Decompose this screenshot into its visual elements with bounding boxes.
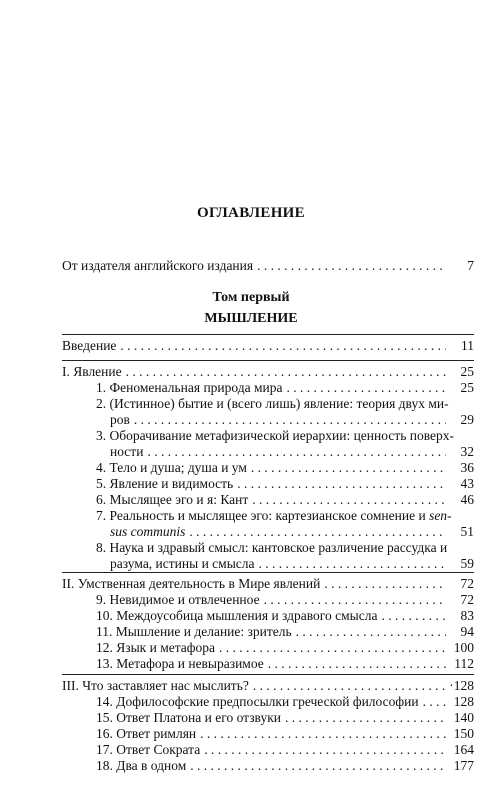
toc-entry-3[interactable]: [110, 444, 474, 459]
toc-entry-part1[interactable]: [62, 364, 474, 379]
leader-dots: [219, 640, 446, 655]
toc-entry-part3[interactable]: [62, 678, 474, 693]
entry-text: 16. Ответ римлян: [96, 726, 197, 741]
entry-text: разума, истины и смысла: [110, 556, 255, 571]
toc-entry-3-line1[interactable]: 3. Оборачивание метафизической иерархии: ценность поверх-: [96, 428, 455, 443]
leader-dots: [296, 624, 446, 639]
divider: [62, 572, 474, 573]
toc-entry-7-line1[interactable]: [96, 508, 452, 523]
entry-page: 7: [467, 258, 474, 273]
toc-entry-17[interactable]: [96, 742, 474, 757]
toc-entry-15[interactable]: [96, 710, 474, 725]
toc-entry-6[interactable]: [96, 492, 474, 507]
entry-text: 9. Невидимое и отвлеченное: [96, 592, 260, 607]
divider: [62, 360, 474, 361]
entry-page: 83: [460, 608, 474, 623]
toc-entry-2-line1[interactable]: 2. (Истинное) бытие и (всего лишь) явление: теория двух ми-: [96, 396, 449, 411]
toc-entry-1[interactable]: [96, 380, 474, 395]
entry-page: 128: [453, 694, 474, 709]
leader-dots: [285, 710, 446, 725]
entry-page: 32: [460, 444, 474, 459]
leader-dots: [264, 592, 446, 607]
entry-page: 51: [460, 524, 474, 539]
toc-entry-part2[interactable]: [62, 576, 474, 591]
entry-page: 46: [460, 492, 474, 507]
entry-page: 25: [460, 380, 474, 395]
leader-dots: [381, 608, 446, 623]
toc-entry-2[interactable]: [110, 412, 474, 427]
entry-text: 1. Феноменальная природа мира: [96, 380, 283, 395]
entry-page: 100: [453, 640, 474, 655]
leader-dots: [252, 492, 446, 507]
toc-entry-18[interactable]: [96, 758, 474, 773]
entry-page: 94: [460, 624, 474, 639]
entry-text: 14. Дофилософские предпосылки греческой философии: [96, 694, 419, 709]
toc-entry-16[interactable]: [96, 726, 474, 741]
leader-dots: [190, 758, 446, 773]
leader-dots: [253, 678, 445, 693]
entry-text: 5. Явление и видимость: [96, 476, 234, 491]
leader-dots: [147, 444, 446, 459]
toc-entry-4[interactable]: [96, 460, 474, 475]
entry-page: 43: [460, 476, 474, 491]
leader-dots: [126, 364, 446, 379]
entry-text: 10. Междоусобица мышления и здравого смысла: [96, 608, 378, 623]
entry-text: 17. Ответ Сократа: [96, 742, 201, 757]
entry-text: 7. Реальность и мыслящее эго: картезианское сомнение и: [96, 508, 426, 523]
entry-page: 177: [453, 758, 474, 773]
entry-text: III. Что заставляет нас мыслить?: [62, 678, 249, 693]
leader-dots: [237, 476, 446, 491]
entry-page: 25: [460, 364, 474, 379]
entry-page: 29: [460, 412, 474, 427]
toc-entry-9[interactable]: [96, 592, 474, 607]
leader-dots: [251, 460, 446, 475]
leader-dots: [257, 258, 446, 273]
entry-text: 4. Тело и душа; душа и ум: [96, 460, 247, 475]
entry-page: 36: [460, 460, 474, 475]
entry-text: 11. Мышление и делание: зритель: [96, 624, 292, 639]
entry-page: 72: [460, 592, 474, 607]
entry-text: Введение: [62, 338, 117, 353]
entry-text: От издателя английского издания: [62, 258, 254, 273]
leader-dots: [204, 742, 446, 757]
toc-entry-5[interactable]: [96, 476, 474, 491]
entry-text: ности: [110, 444, 144, 459]
toc-entry-8[interactable]: [110, 556, 474, 571]
volume-subtitle: МЫШЛЕНИЕ: [204, 311, 298, 326]
entry-text: II. Умственная деятельность в Мире явлений: [62, 576, 321, 591]
entry-page: 140: [453, 710, 474, 725]
entry-text-italic: sen-: [429, 508, 452, 523]
entry-text: 15. Ответ Платона и его отзвуки: [96, 710, 281, 725]
entry-page: 59: [460, 556, 474, 571]
entry-text: 13. Метафора и невыразимое: [96, 656, 264, 671]
entry-text: ров: [110, 412, 130, 427]
leader-dots: [423, 694, 446, 709]
leader-dots: [134, 412, 446, 427]
entry-text: I. Явление: [62, 364, 122, 379]
toc-entry-13[interactable]: [96, 656, 474, 671]
leader-dots: [324, 576, 446, 591]
entry-page: 11: [461, 338, 474, 353]
divider: [62, 334, 474, 335]
leader-dots: [200, 726, 446, 741]
entry-page: 112: [454, 656, 474, 671]
toc-entry-8-line1[interactable]: 8. Наука и здравый смысл: кантовское различение рассудка и: [96, 540, 448, 555]
entry-page: 150: [453, 726, 474, 741]
entry-text: sus communis: [110, 524, 186, 539]
leader-dots: [287, 380, 447, 395]
entry-page: 72: [460, 576, 474, 591]
leader-dots: [268, 656, 446, 671]
toc-entry-7[interactable]: [110, 524, 474, 539]
toc-entry-11[interactable]: [96, 624, 474, 639]
toc-title: ОГЛАВЛЕНИЕ: [197, 205, 305, 221]
toc-entry-12[interactable]: [96, 640, 474, 655]
entry-page: ·128: [449, 678, 474, 693]
divider: [62, 674, 474, 675]
toc-entry-intro[interactable]: [62, 338, 474, 353]
leader-dots: [259, 556, 447, 571]
toc-entry-10[interactable]: [96, 608, 474, 623]
volume-name: Том первый: [212, 290, 290, 305]
leader-dots: [189, 524, 446, 539]
entry-text: 6. Мыслящее эго и я: Кант: [96, 492, 249, 507]
toc-entry-14[interactable]: [96, 694, 474, 709]
entry-text: 18. Два в одном: [96, 758, 187, 773]
entry-text: 12. Язык и метафора: [96, 640, 216, 655]
toc-entry-publisher[interactable]: [62, 258, 474, 273]
entry-page: 164: [453, 742, 474, 757]
leader-dots: [120, 338, 446, 353]
